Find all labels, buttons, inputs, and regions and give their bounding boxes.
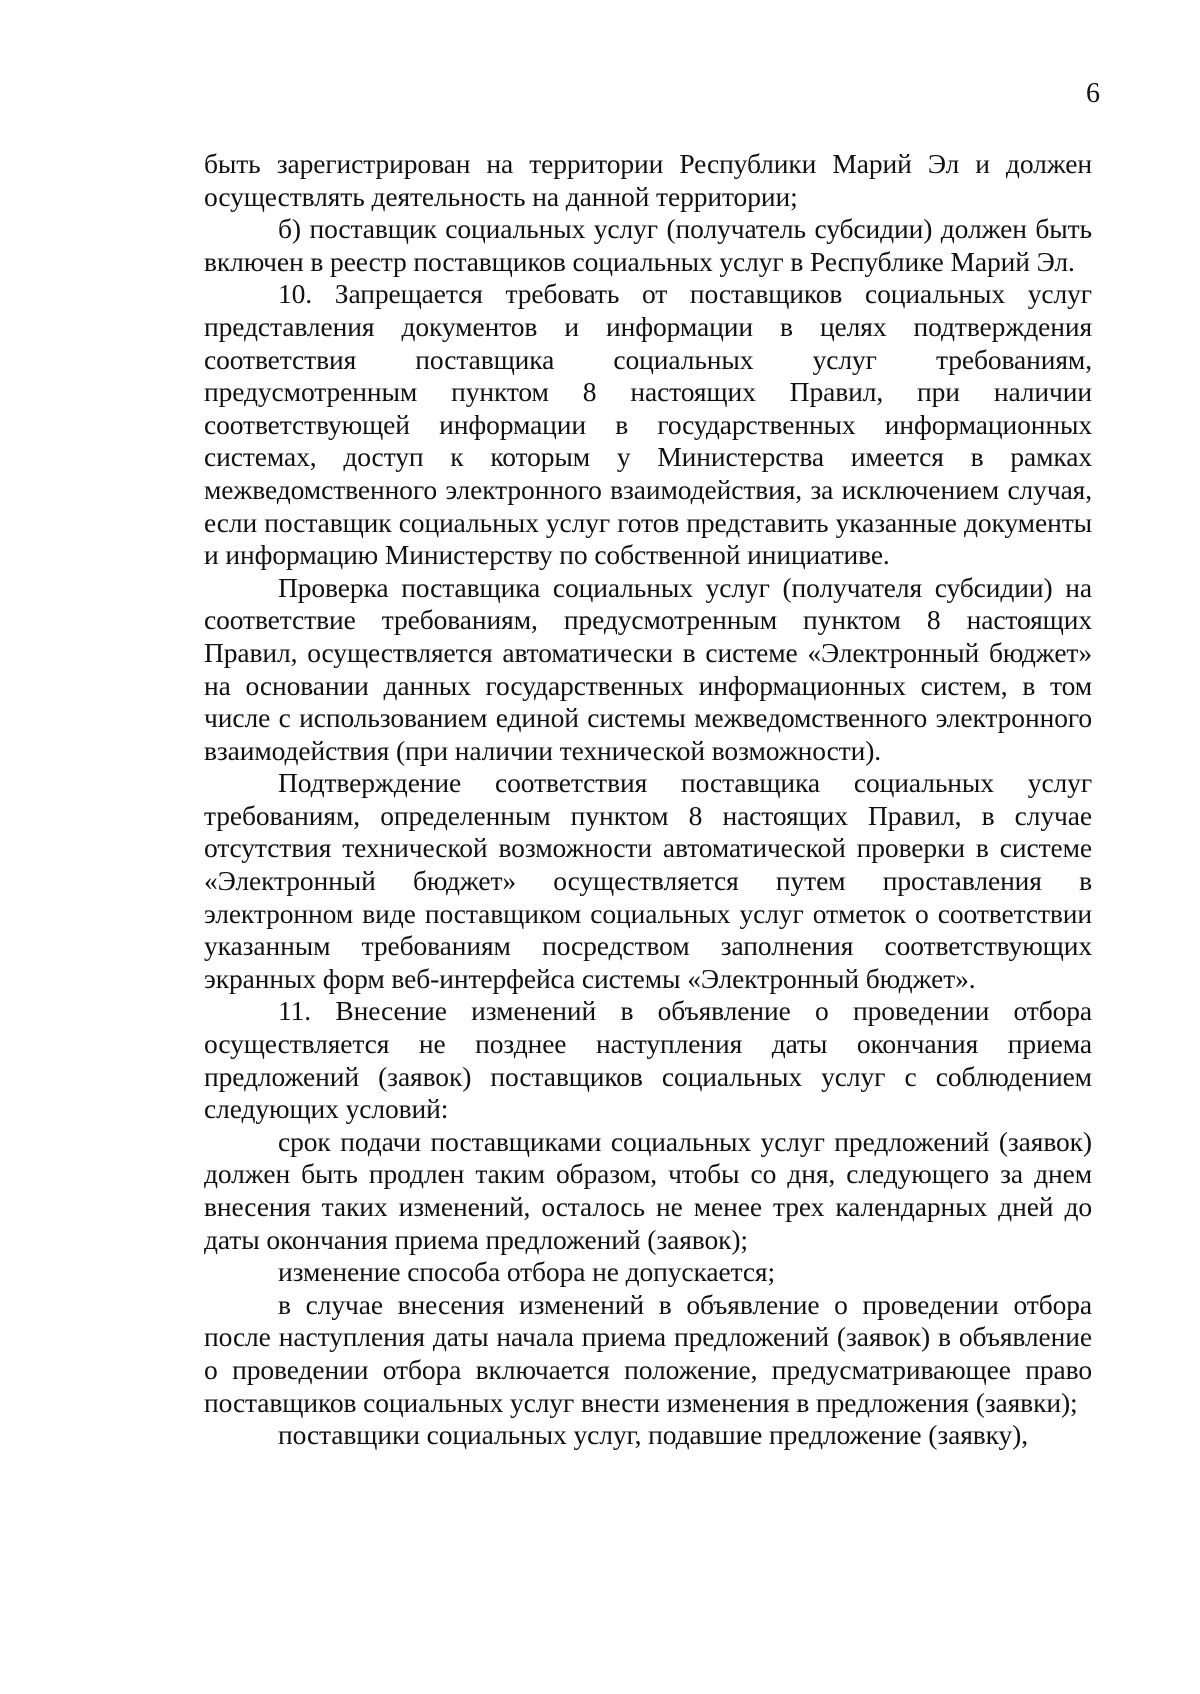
paragraph: б) поставщик социальных услуг (получатель субсидии) должен быть включен в реестр поставщиков социальных услуг в Республике Марий Эл. xyxy=(204,213,1092,277)
paragraph: изменение способа отбора не допускается; xyxy=(278,1256,776,1288)
paragraph: в случае внесения изменений в объявление о проведении отбора после наступления даты начала приема предложений (заявок) в объявление о проведении отбора включается положение, предусматривающее право поставщиков социальных услуг внести изменения в предложения (заявки); xyxy=(204,1288,1092,1418)
paragraph: поставщики социальных услуг, подавшие предложение (заявку), xyxy=(278,1419,1029,1451)
document-body xyxy=(204,148,1092,1452)
paragraph: срок подачи поставщиками социальных услуг предложений (заявок) должен быть продлен таким образом, чтобы со дня, следующего за днем внесения таких изменений, осталось не менее трех календарных дней до даты окончания приема предложений (заявок); xyxy=(204,1125,1092,1255)
paragraph: 10. Запрещается требовать от поставщиков социальных услуг представления документов и информации в целях подтверждения соответствия поставщика социальных услуг требованиям, предусмотренным пунктом 8 настоящих Правил, при наличии соответствующей информации в государственных информационных системах, доступ к которым у Министерства имеется в рамках межведомственного электронного взаимодействия, за исключением случая, если поставщик социальных услуг готов представить указанные документы и информацию Министерству по собственной инициативе. xyxy=(204,278,1092,571)
paragraph: Подтверждение соответствия поставщика социальных услуг требованиям, определенным пунктом 8 настоящих Правил, в случае отсутствия технической возможности автоматической проверки в системе «Электронный бюджет» осуществляется путем проставления в электронном виде поставщиком социальных услуг отметок о соответствии указанным требованиям посредством заполнения соответствующих экранных форм веб-интерфейса системы «Электронный бюджет». xyxy=(204,767,1092,994)
paragraph: 11. Внесение изменений в объявление о проведении отбора осуществляется не позднее наступления даты окончания приема предложений (заявок) поставщиков социальных услуг с соблюдением следующих условий: xyxy=(204,995,1092,1125)
paragraph: быть зарегистрирован на территории Республики Марий Эл и должен осуществлять деятельность на данной территории; xyxy=(204,148,1092,212)
paragraph: Проверка поставщика социальных услуг (получателя субсидии) на соответствие требованиям, предусмотренным пунктом 8 настоящих Правил, осуществляется автоматически в системе «Электронный бюджет» на основании данных государственных информационных систем, в том числе с использованием единой системы межведомственного электронного взаимодействия (при наличии технической возможности). xyxy=(204,571,1092,766)
page-number: 6 xyxy=(1086,78,1100,109)
